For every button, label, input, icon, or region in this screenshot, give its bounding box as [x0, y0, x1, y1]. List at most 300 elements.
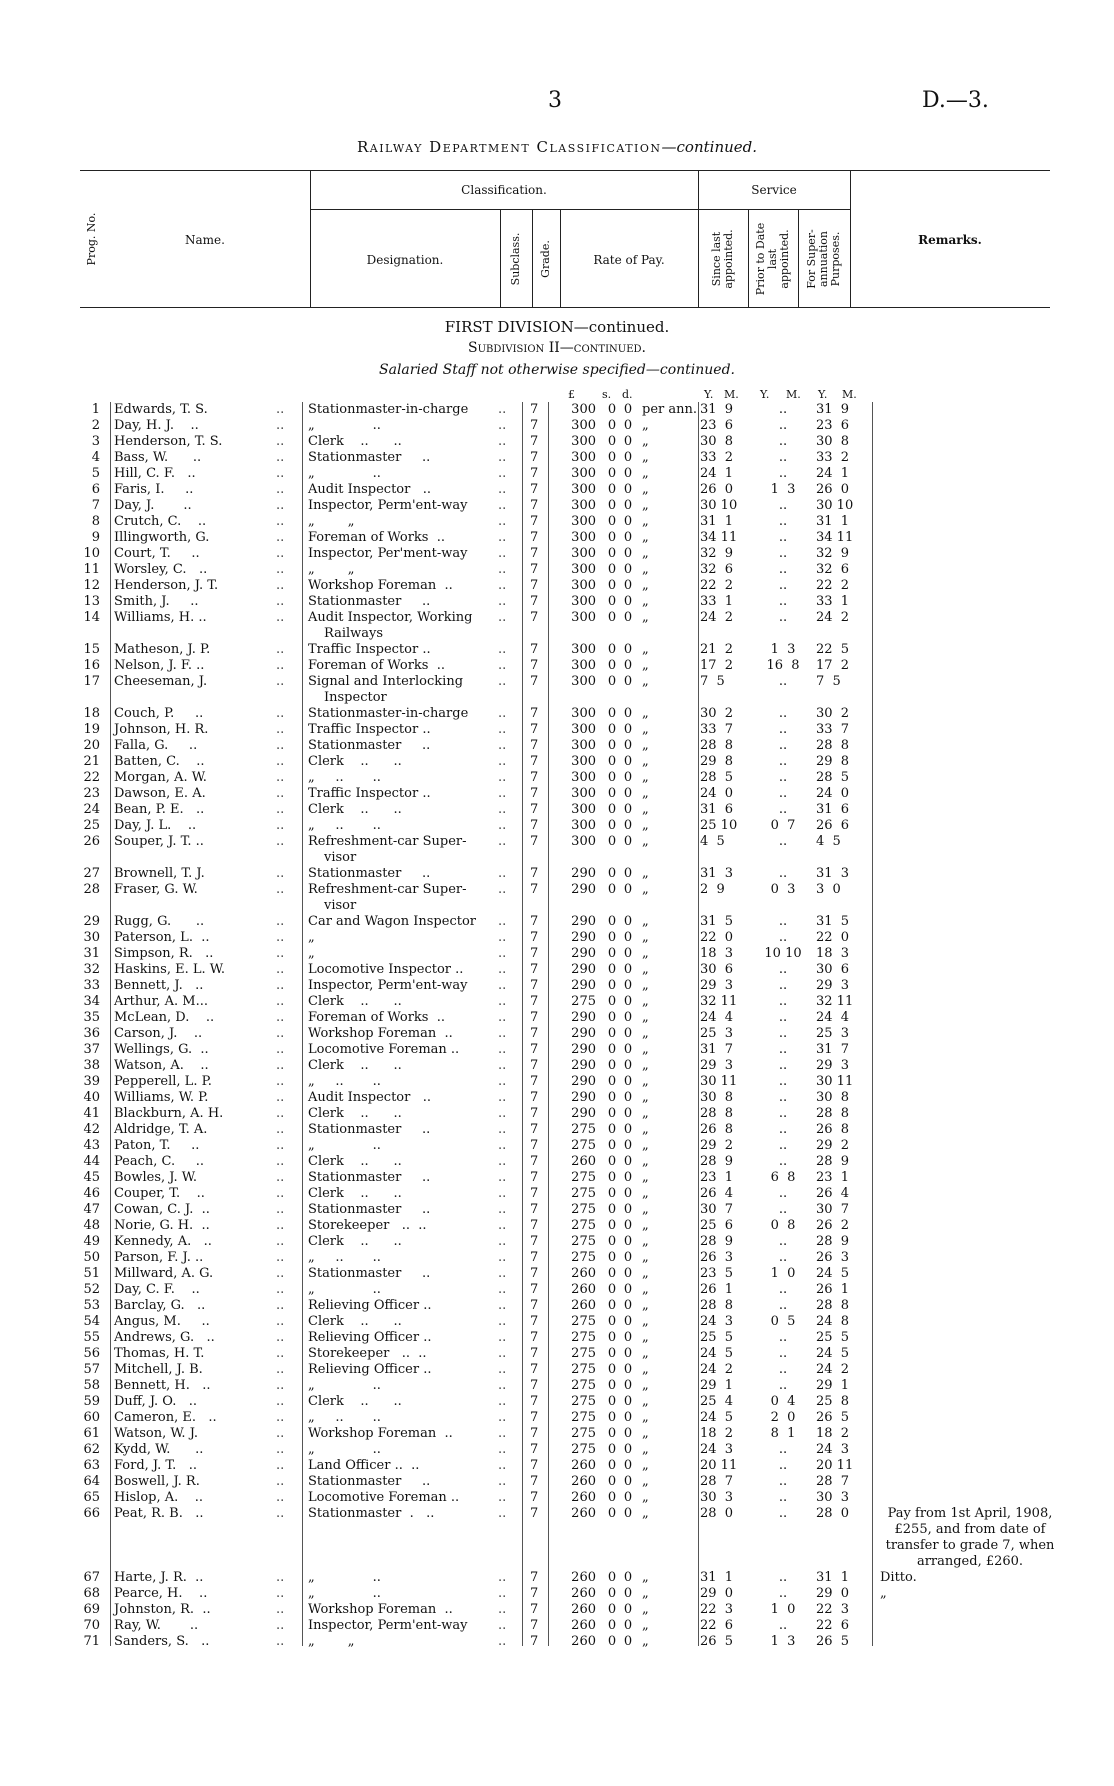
pay-pence: 0 — [623, 1170, 633, 1185]
leader-dots: .. — [276, 1634, 285, 1649]
staff-heading: Salaried Staff not otherwise specified—continued. — [379, 362, 735, 378]
prior-to-date: .. — [778, 1442, 788, 1457]
table-row — [0, 402, 1114, 418]
staff-name: Matheson, J. P. — [114, 642, 211, 657]
table-title — [0, 138, 1114, 156]
pay-unit: „ — [642, 882, 649, 897]
pay-pounds: 300 — [571, 802, 596, 817]
leader-dots: .. — [276, 1586, 285, 1601]
pay-unit: „ — [642, 754, 649, 769]
pay-pounds: 300 — [571, 578, 596, 593]
pay-shillings: 0 — [607, 1058, 617, 1073]
grade: 7 — [530, 1602, 539, 1617]
since-last-appointed: 28 8 — [700, 1106, 734, 1121]
subclass-dots: .. — [498, 546, 507, 561]
subclass-dots: .. — [498, 754, 507, 769]
subclass-dots: .. — [498, 1490, 507, 1505]
since-last-appointed: 24 2 — [700, 1362, 734, 1377]
unit-pence: d. — [622, 388, 633, 401]
designation: Clerk .. .. — [308, 1234, 402, 1249]
superannuation-service: 28 9 — [816, 1234, 850, 1249]
staff-name: Ford, J. T. .. — [114, 1458, 197, 1473]
since-last-appointed: 32 6 — [700, 562, 734, 577]
prior-to-date: .. — [778, 914, 788, 929]
leader-dots: .. — [276, 914, 285, 929]
grade: 7 — [530, 914, 539, 929]
header-designation: Designation. — [366, 253, 444, 267]
pay-pounds: 275 — [571, 1250, 596, 1265]
leader-dots: .. — [276, 1026, 285, 1041]
table-row — [0, 546, 1114, 562]
table-row — [0, 706, 1114, 722]
subclass-dots: .. — [498, 530, 507, 545]
pay-unit: „ — [642, 610, 649, 625]
pay-shillings: 0 — [607, 578, 617, 593]
pay-pounds: 260 — [571, 1458, 596, 1473]
pay-unit: „ — [642, 530, 649, 545]
prior-to-date: 0 3 — [770, 882, 796, 897]
prog-no: 17 — [83, 674, 100, 689]
grade: 7 — [530, 434, 539, 449]
pay-unit: „ — [642, 578, 649, 593]
table-row — [0, 1602, 1114, 1618]
pay-unit: „ — [642, 1586, 649, 1601]
pay-pence: 0 — [623, 1122, 633, 1137]
leader-dots: .. — [276, 946, 285, 961]
designation: Relieving Officer .. — [308, 1298, 432, 1313]
prog-no: 47 — [83, 1202, 100, 1217]
prior-to-date: .. — [778, 1042, 788, 1057]
prog-no: 65 — [83, 1490, 100, 1505]
staff-name: Cheeseman, J. — [114, 674, 208, 689]
pay-unit: „ — [642, 946, 649, 961]
pay-pounds: 275 — [571, 1394, 596, 1409]
pay-pounds: 300 — [571, 722, 596, 737]
pay-pence: 0 — [623, 1474, 633, 1489]
designation: „ „ — [308, 514, 355, 529]
superannuation-service: 22 3 — [816, 1602, 850, 1617]
superannuation-service: 30 8 — [816, 1090, 850, 1105]
pay-pence: 0 — [623, 1138, 633, 1153]
staff-name: Hill, C. F. .. — [114, 466, 196, 481]
pay-pence: 0 — [623, 1106, 633, 1121]
subclass-dots: .. — [498, 1106, 507, 1121]
table-row — [0, 1266, 1114, 1282]
leader-dots: .. — [276, 1250, 285, 1265]
subclass-dots: .. — [498, 1426, 507, 1441]
pay-shillings: 0 — [607, 786, 617, 801]
grade: 7 — [530, 674, 539, 689]
prior-to-date: .. — [778, 962, 788, 977]
pay-pounds: 300 — [571, 546, 596, 561]
pay-pence: 0 — [623, 1186, 633, 1201]
prog-no: 71 — [83, 1634, 100, 1649]
subclass-dots: .. — [498, 1442, 507, 1457]
grade: 7 — [530, 418, 539, 433]
pay-shillings: 0 — [607, 1346, 617, 1361]
prog-no: 6 — [91, 482, 100, 497]
pay-unit: „ — [642, 866, 649, 881]
pay-pounds: 275 — [571, 1218, 596, 1233]
grade: 7 — [530, 578, 539, 593]
prog-no: 3 — [91, 434, 100, 449]
superannuation-service: 25 8 — [816, 1394, 850, 1409]
designation: Stationmaster .. — [308, 866, 431, 881]
staff-name: Falla, G. .. — [114, 738, 198, 753]
prog-no: 18 — [83, 706, 100, 721]
since-last-appointed: 24 3 — [700, 1442, 734, 1457]
leader-dots: .. — [276, 1010, 285, 1025]
leader-dots: .. — [276, 658, 285, 673]
since-last-appointed: 22 6 — [700, 1618, 734, 1633]
pay-shillings: 0 — [607, 1426, 617, 1441]
designation: Refreshment-car Super- — [308, 834, 467, 849]
designation: „ .. — [308, 1442, 381, 1457]
staff-name: Arthur, A. M... — [114, 994, 208, 1009]
table-row — [0, 1330, 1114, 1346]
table-row — [0, 1042, 1114, 1058]
prog-no: 12 — [83, 578, 100, 593]
superannuation-service: 28 0 — [816, 1506, 850, 1521]
table-row — [0, 1122, 1114, 1138]
prior-to-date: .. — [778, 722, 788, 737]
leader-dots: .. — [276, 1042, 285, 1057]
pay-pounds: 300 — [571, 658, 596, 673]
pay-unit: „ — [642, 1282, 649, 1297]
staff-name: Batten, C. .. — [114, 754, 205, 769]
pay-pence: 0 — [623, 642, 633, 657]
staff-name: Cowan, C. J. .. — [114, 1202, 210, 1217]
pay-pence: 0 — [623, 1074, 633, 1089]
pay-pence: 0 — [623, 1506, 633, 1521]
table-row — [0, 1410, 1114, 1426]
table-row — [0, 642, 1114, 658]
leader-dots: .. — [276, 1474, 285, 1489]
leader-dots: .. — [276, 1330, 285, 1345]
designation: Locomotive Inspector .. — [308, 962, 464, 977]
leader-dots: .. — [276, 450, 285, 465]
pay-shillings: 0 — [607, 1458, 617, 1473]
since-last-appointed: 33 7 — [700, 722, 734, 737]
designation: Traffic Inspector .. — [308, 786, 431, 801]
pay-shillings: 0 — [607, 770, 617, 785]
grade: 7 — [530, 1234, 539, 1249]
pay-pounds: 290 — [571, 962, 596, 977]
pay-shillings: 0 — [607, 658, 617, 673]
pay-shillings: 0 — [607, 1170, 617, 1185]
staff-name: Pepperell, L. P. — [114, 1074, 212, 1089]
staff-name: Barclay, G. .. — [114, 1298, 206, 1313]
since-last-appointed: 31 1 — [700, 1570, 734, 1585]
superannuation-service: 23 6 — [816, 418, 850, 433]
designation: „ .. — [308, 418, 381, 433]
superannuation-service: 24 2 — [816, 1362, 850, 1377]
leader-dots: .. — [276, 562, 285, 577]
pay-unit: „ — [642, 1298, 649, 1313]
prog-no: 61 — [83, 1426, 100, 1441]
unit-prior-years: Y. — [760, 388, 770, 401]
pay-pounds: 275 — [571, 1202, 596, 1217]
pay-shillings: 0 — [607, 802, 617, 817]
grade: 7 — [530, 594, 539, 609]
pay-shillings: 0 — [607, 1250, 617, 1265]
pay-shillings: 0 — [607, 642, 617, 657]
staff-name: Johnston, R. .. — [114, 1602, 211, 1617]
pay-pence: 0 — [623, 1282, 633, 1297]
subclass-dots: .. — [498, 1282, 507, 1297]
prog-no: 8 — [91, 514, 100, 529]
grade: 7 — [530, 1282, 539, 1297]
designation-continued: visor — [324, 850, 357, 865]
superannuation-service: 29 2 — [816, 1138, 850, 1153]
leader-dots: .. — [276, 1186, 285, 1201]
table-row — [0, 1634, 1114, 1650]
pay-pounds: 275 — [571, 1362, 596, 1377]
pay-pence: 0 — [623, 1298, 633, 1313]
pay-pounds: 260 — [571, 1282, 596, 1297]
pay-pence: 0 — [623, 482, 633, 497]
pay-pence: 0 — [623, 466, 633, 481]
designation: Inspector, Per'ment-way — [308, 546, 468, 561]
pay-pounds: 300 — [571, 738, 596, 753]
staff-name: Carson, J. .. — [114, 1026, 203, 1041]
since-last-appointed: 28 8 — [700, 1298, 734, 1313]
grade: 7 — [530, 610, 539, 625]
grade: 7 — [530, 882, 539, 897]
pay-pounds: 260 — [571, 1266, 596, 1281]
staff-name: Faris, I. .. — [114, 482, 194, 497]
pay-pounds: 290 — [571, 1058, 596, 1073]
pay-pounds: 275 — [571, 1186, 596, 1201]
staff-name: Harte, J. R. .. — [114, 1570, 204, 1585]
grade: 7 — [530, 1122, 539, 1137]
grade: 7 — [530, 722, 539, 737]
table-row — [0, 802, 1114, 818]
prog-no: 14 — [83, 610, 100, 625]
leader-dots: .. — [276, 994, 285, 1009]
pay-shillings: 0 — [607, 1186, 617, 1201]
designation-continued: visor — [324, 898, 357, 913]
grade: 7 — [530, 658, 539, 673]
staff-name: Mitchell, J. B. — [114, 1362, 203, 1377]
pay-pounds: 275 — [571, 1346, 596, 1361]
table-row — [0, 1618, 1114, 1634]
leader-dots: .. — [276, 1202, 285, 1217]
subclass-dots: .. — [498, 498, 507, 513]
pay-pence: 0 — [623, 1394, 633, 1409]
subclass-dots: .. — [498, 786, 507, 801]
grade: 7 — [530, 1170, 539, 1185]
since-last-appointed: 31 1 — [700, 514, 734, 529]
pay-pence: 0 — [623, 802, 633, 817]
prog-no: 37 — [83, 1042, 100, 1057]
subclass-dots: .. — [498, 1266, 507, 1281]
remark-text: „ — [880, 1586, 887, 1601]
table-row — [0, 514, 1114, 530]
pay-shillings: 0 — [607, 1138, 617, 1153]
pay-unit: „ — [642, 1490, 649, 1505]
header-subclass: Subclass. — [509, 232, 522, 286]
subclass-dots: .. — [498, 1250, 507, 1265]
pay-shillings: 0 — [607, 1074, 617, 1089]
table-row — [0, 1138, 1114, 1154]
pay-unit: „ — [642, 1170, 649, 1185]
superannuation-service: 24 5 — [816, 1346, 850, 1361]
pay-pence: 0 — [623, 546, 633, 561]
table-row — [0, 1090, 1114, 1106]
pay-unit: „ — [642, 1202, 649, 1217]
subclass-dots: .. — [498, 1362, 507, 1377]
leader-dots: .. — [276, 1298, 285, 1313]
prog-no: 34 — [83, 994, 100, 1009]
prior-to-date: .. — [778, 1250, 788, 1265]
pay-pounds: 300 — [571, 818, 596, 833]
pay-pounds: 300 — [571, 562, 596, 577]
prior-to-date: .. — [778, 1202, 788, 1217]
since-last-appointed: 26 0 — [700, 482, 734, 497]
unit-pound: £ — [568, 388, 575, 401]
subclass-dots: .. — [498, 946, 507, 961]
pay-unit: „ — [642, 1058, 649, 1073]
leader-dots: .. — [276, 1490, 285, 1505]
subclass-dots: .. — [498, 1298, 507, 1313]
prior-to-date: .. — [778, 1570, 788, 1585]
table-row — [0, 1106, 1114, 1122]
staff-name: Williams, H. .. — [114, 610, 207, 625]
table-row — [0, 1058, 1114, 1074]
pay-pounds: 300 — [571, 482, 596, 497]
table-row — [0, 1570, 1114, 1586]
subclass-dots: .. — [498, 1330, 507, 1345]
staff-name: Henderson, J. T. — [114, 578, 219, 593]
leader-dots: .. — [276, 434, 285, 449]
prog-no: 30 — [83, 930, 100, 945]
staff-name: Bennett, J. .. — [114, 978, 204, 993]
pay-unit: „ — [642, 786, 649, 801]
pay-unit: „ — [642, 834, 649, 849]
subclass-dots: .. — [498, 1586, 507, 1601]
pay-pounds: 300 — [571, 466, 596, 481]
designation: Clerk .. .. — [308, 1394, 402, 1409]
superannuation-service: 30 6 — [816, 962, 850, 977]
table-row — [0, 1314, 1114, 1330]
staff-name: McLean, D. .. — [114, 1010, 215, 1025]
pay-shillings: 0 — [607, 1090, 617, 1105]
pay-pounds: 275 — [571, 1234, 596, 1249]
superannuation-service: 33 2 — [816, 450, 850, 465]
pay-unit: „ — [642, 562, 649, 577]
staff-name: Court, T. .. — [114, 546, 200, 561]
subclass-dots: .. — [498, 1026, 507, 1041]
prior-to-date: 16 8 — [766, 658, 800, 673]
since-last-appointed: 31 6 — [700, 802, 734, 817]
pay-unit: „ — [642, 1442, 649, 1457]
prior-to-date: 1 3 — [770, 1634, 796, 1649]
pay-pounds: 290 — [571, 866, 596, 881]
table-row — [0, 1474, 1114, 1490]
table-row — [0, 610, 1114, 641]
pay-shillings: 0 — [607, 1202, 617, 1217]
pay-shillings: 0 — [607, 866, 617, 881]
unit-since-months: M. — [724, 388, 739, 401]
designation: Stationmaster . .. — [308, 1506, 435, 1521]
subclass-dots: .. — [498, 434, 507, 449]
since-last-appointed: 22 3 — [700, 1602, 734, 1617]
prior-to-date: .. — [778, 466, 788, 481]
prog-no: 58 — [83, 1378, 100, 1393]
prior-to-date: .. — [778, 1474, 788, 1489]
leader-dots: .. — [276, 962, 285, 977]
designation: „ .. .. — [308, 1410, 381, 1425]
pay-unit: „ — [642, 1346, 649, 1361]
prog-no: 15 — [83, 642, 100, 657]
superannuation-service: 29 0 — [816, 1586, 850, 1601]
table-row — [0, 1074, 1114, 1090]
superannuation-service: 25 5 — [816, 1330, 850, 1345]
pay-pence: 0 — [623, 978, 633, 993]
pay-unit: „ — [642, 914, 649, 929]
leader-dots: .. — [276, 802, 285, 817]
pay-pence: 0 — [623, 722, 633, 737]
grade: 7 — [530, 482, 539, 497]
designation: „ — [308, 930, 315, 945]
designation: „ .. — [308, 1138, 381, 1153]
designation: Foreman of Works .. — [308, 530, 445, 545]
prior-to-date: .. — [778, 1090, 788, 1105]
since-last-appointed: 29 3 — [700, 1058, 734, 1073]
subclass-dots: .. — [498, 770, 507, 785]
pay-shillings: 0 — [607, 1010, 617, 1025]
leader-dots: .. — [276, 866, 285, 881]
prior-to-date: .. — [778, 1074, 788, 1089]
superannuation-service: 29 8 — [816, 754, 850, 769]
since-last-appointed: 29 8 — [700, 754, 734, 769]
designation: Land Officer .. .. — [308, 1458, 420, 1473]
prog-no: 69 — [83, 1602, 100, 1617]
header-classification: Classification. — [461, 183, 547, 197]
grade: 7 — [530, 1394, 539, 1409]
since-last-appointed: 22 0 — [700, 930, 734, 945]
table-header — [80, 170, 1050, 308]
designation: Workshop Foreman .. — [308, 1426, 453, 1441]
pay-pounds: 290 — [571, 882, 596, 897]
pay-pence: 0 — [623, 1634, 633, 1649]
prog-no: 1 — [91, 402, 100, 417]
subclass-dots: .. — [498, 1090, 507, 1105]
pay-pence: 0 — [623, 1378, 633, 1393]
pay-shillings: 0 — [607, 914, 617, 929]
staff-name: Kydd, W. .. — [114, 1442, 204, 1457]
prog-no: 21 — [83, 754, 100, 769]
staff-name: Peach, C. .. — [114, 1154, 205, 1169]
prog-no: 29 — [83, 914, 100, 929]
pay-pence: 0 — [623, 1410, 633, 1425]
subclass-dots: .. — [498, 706, 507, 721]
table-row — [0, 434, 1114, 450]
grade: 7 — [530, 818, 539, 833]
staff-name: Couch, P. .. — [114, 706, 204, 721]
leader-dots: .. — [276, 1410, 285, 1425]
pay-unit: „ — [642, 466, 649, 481]
prog-no: 31 — [83, 946, 100, 961]
pay-pence: 0 — [623, 418, 633, 433]
pay-pounds: 260 — [571, 1154, 596, 1169]
prior-to-date: 1 3 — [770, 482, 796, 497]
prior-to-date: .. — [778, 994, 788, 1009]
superannuation-service: 20 11 — [816, 1458, 854, 1473]
prior-to-date: .. — [778, 1234, 788, 1249]
leader-dots: .. — [276, 1266, 285, 1281]
